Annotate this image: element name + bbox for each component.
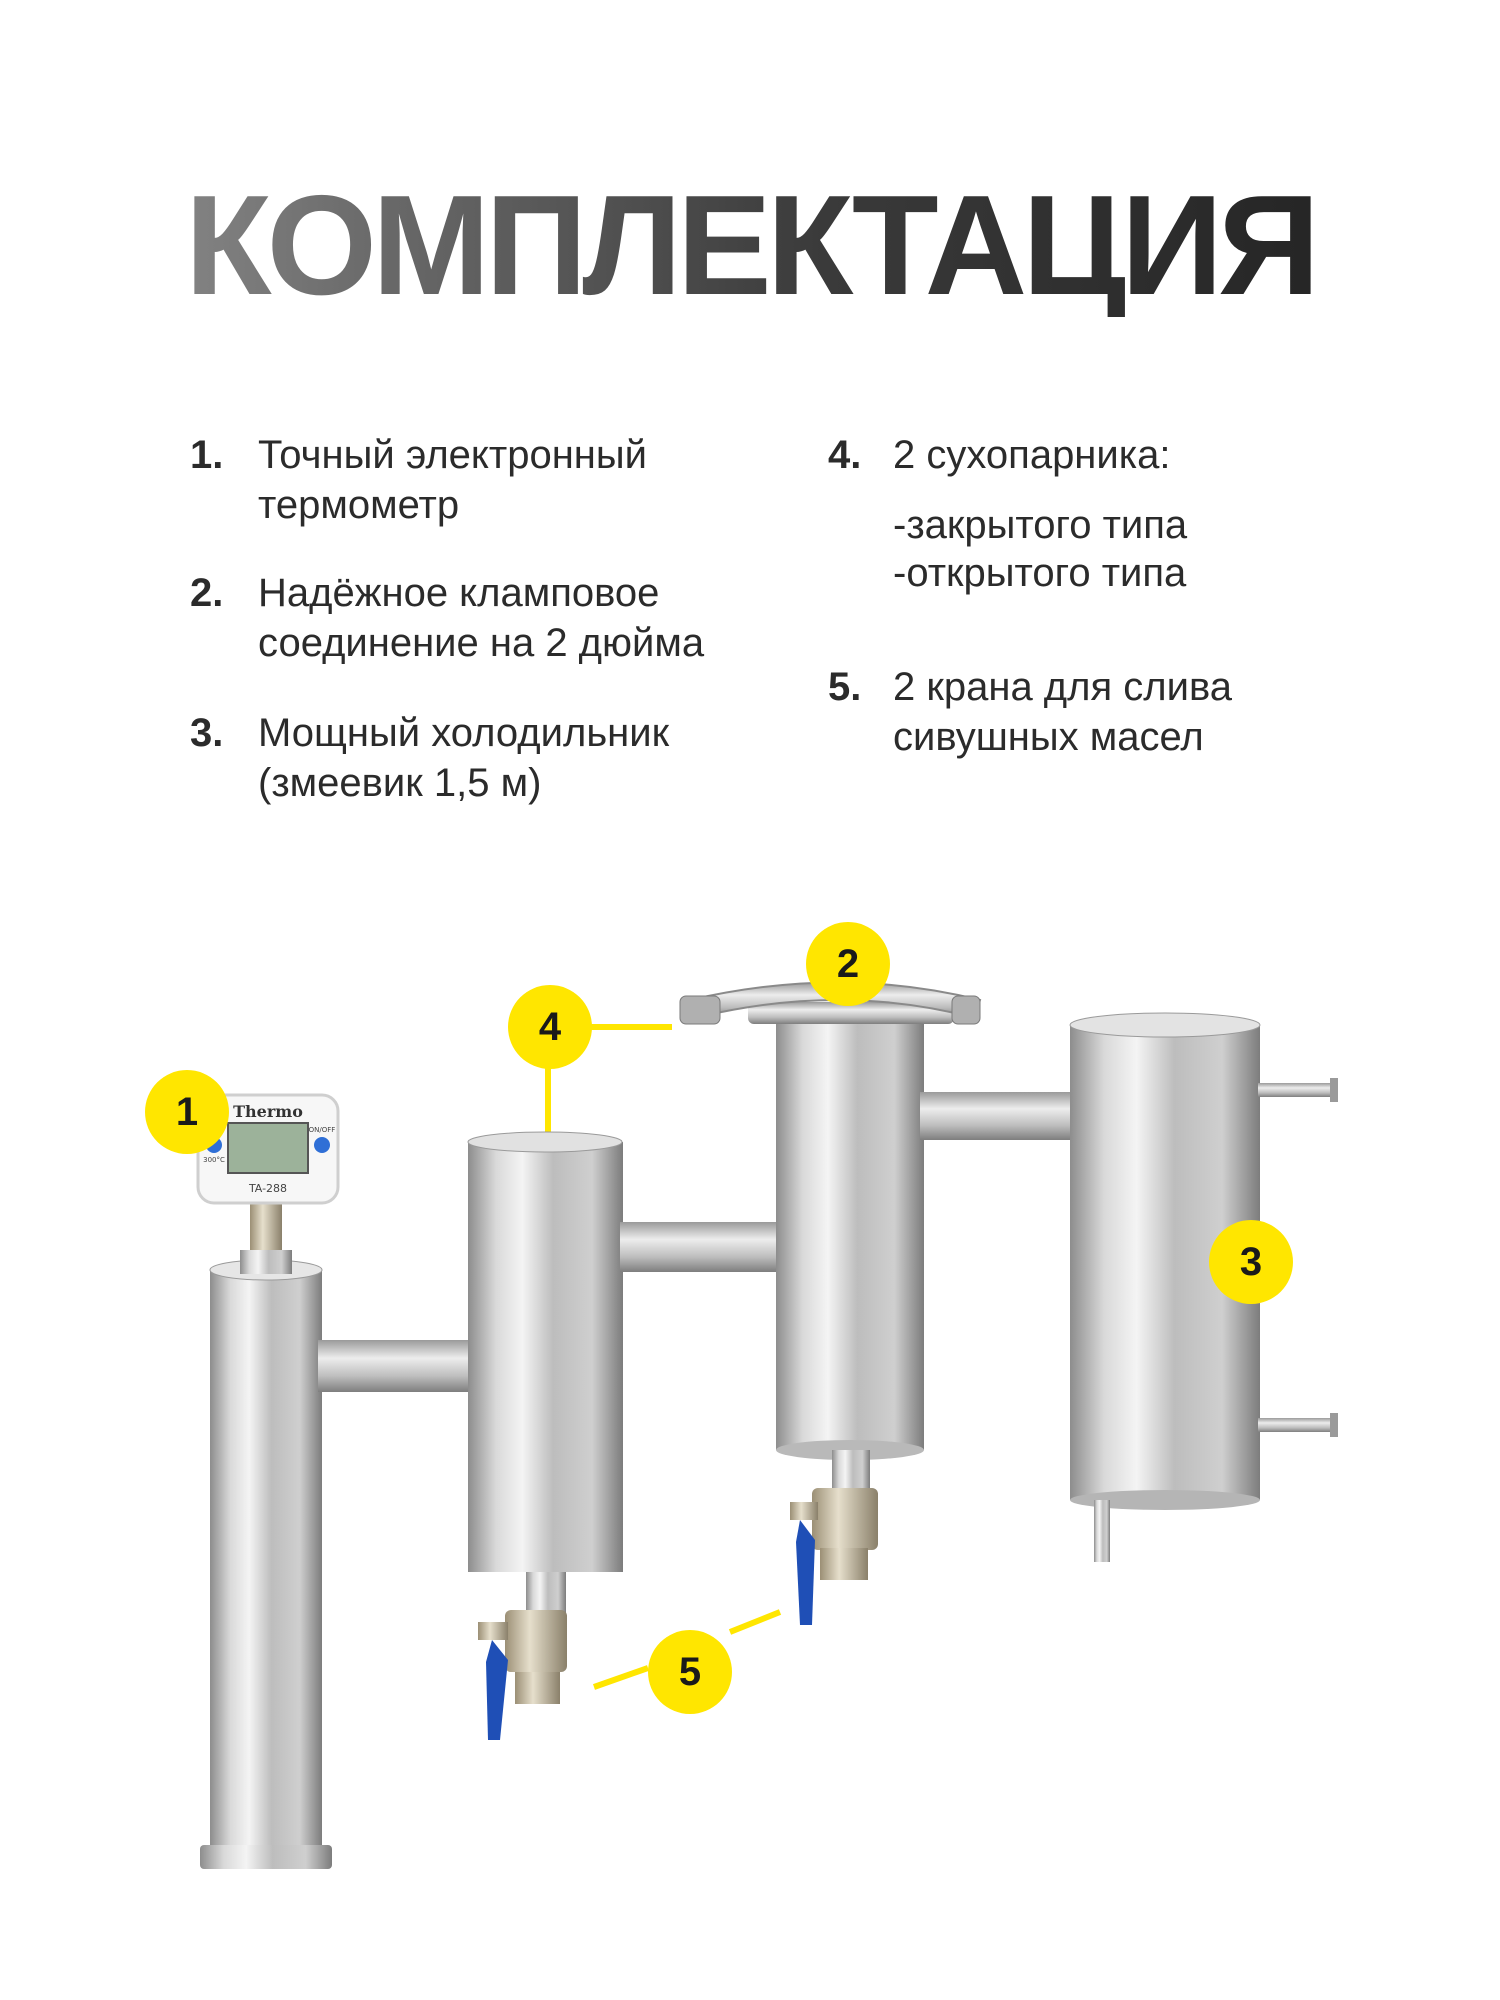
badge-2: 2 <box>806 922 890 1006</box>
list-item-text: Надёжное кламповое соединение на 2 дюйма <box>258 571 705 665</box>
list-item-number: 1. <box>190 433 224 477</box>
list-item-number: 4. <box>828 433 862 477</box>
page-title: КОМПЛЕКТАЦИЯ <box>0 175 1500 317</box>
badge-4: 4 <box>508 985 592 1069</box>
list-item-subtext: -открытого типа <box>893 551 1187 595</box>
list-item-text: 2 крана для слива сивушных масел <box>893 665 1232 759</box>
list-item-number: 3. <box>190 711 224 755</box>
thermometer-button-label: ON/OFF <box>308 1126 336 1134</box>
badge-1: 1 <box>145 1070 229 1154</box>
dry-steamer-open <box>680 983 980 1626</box>
list-item-text: Точный электронный термометр <box>258 433 647 527</box>
cooler <box>1070 1013 1338 1562</box>
list-item-number: 2. <box>190 571 224 615</box>
list-item-number: 5. <box>828 665 862 709</box>
badge-5: 5 <box>648 1630 732 1714</box>
thermometer-range-c: 300°C <box>203 1156 225 1164</box>
thermometer-column <box>200 1195 332 1869</box>
thermometer-model: TA-288 <box>248 1182 288 1195</box>
list-item-text: 2 сухопарника: <box>893 433 1171 477</box>
list-item-text: Мощный холодильник (змеевик 1,5 м) <box>258 711 670 805</box>
list-item-subtext: -закрытого типа <box>893 503 1188 547</box>
dry-steamer-closed <box>468 1132 623 1740</box>
badge-3: 3 <box>1209 1220 1293 1304</box>
thermometer-brand: Thermo <box>233 1102 303 1121</box>
